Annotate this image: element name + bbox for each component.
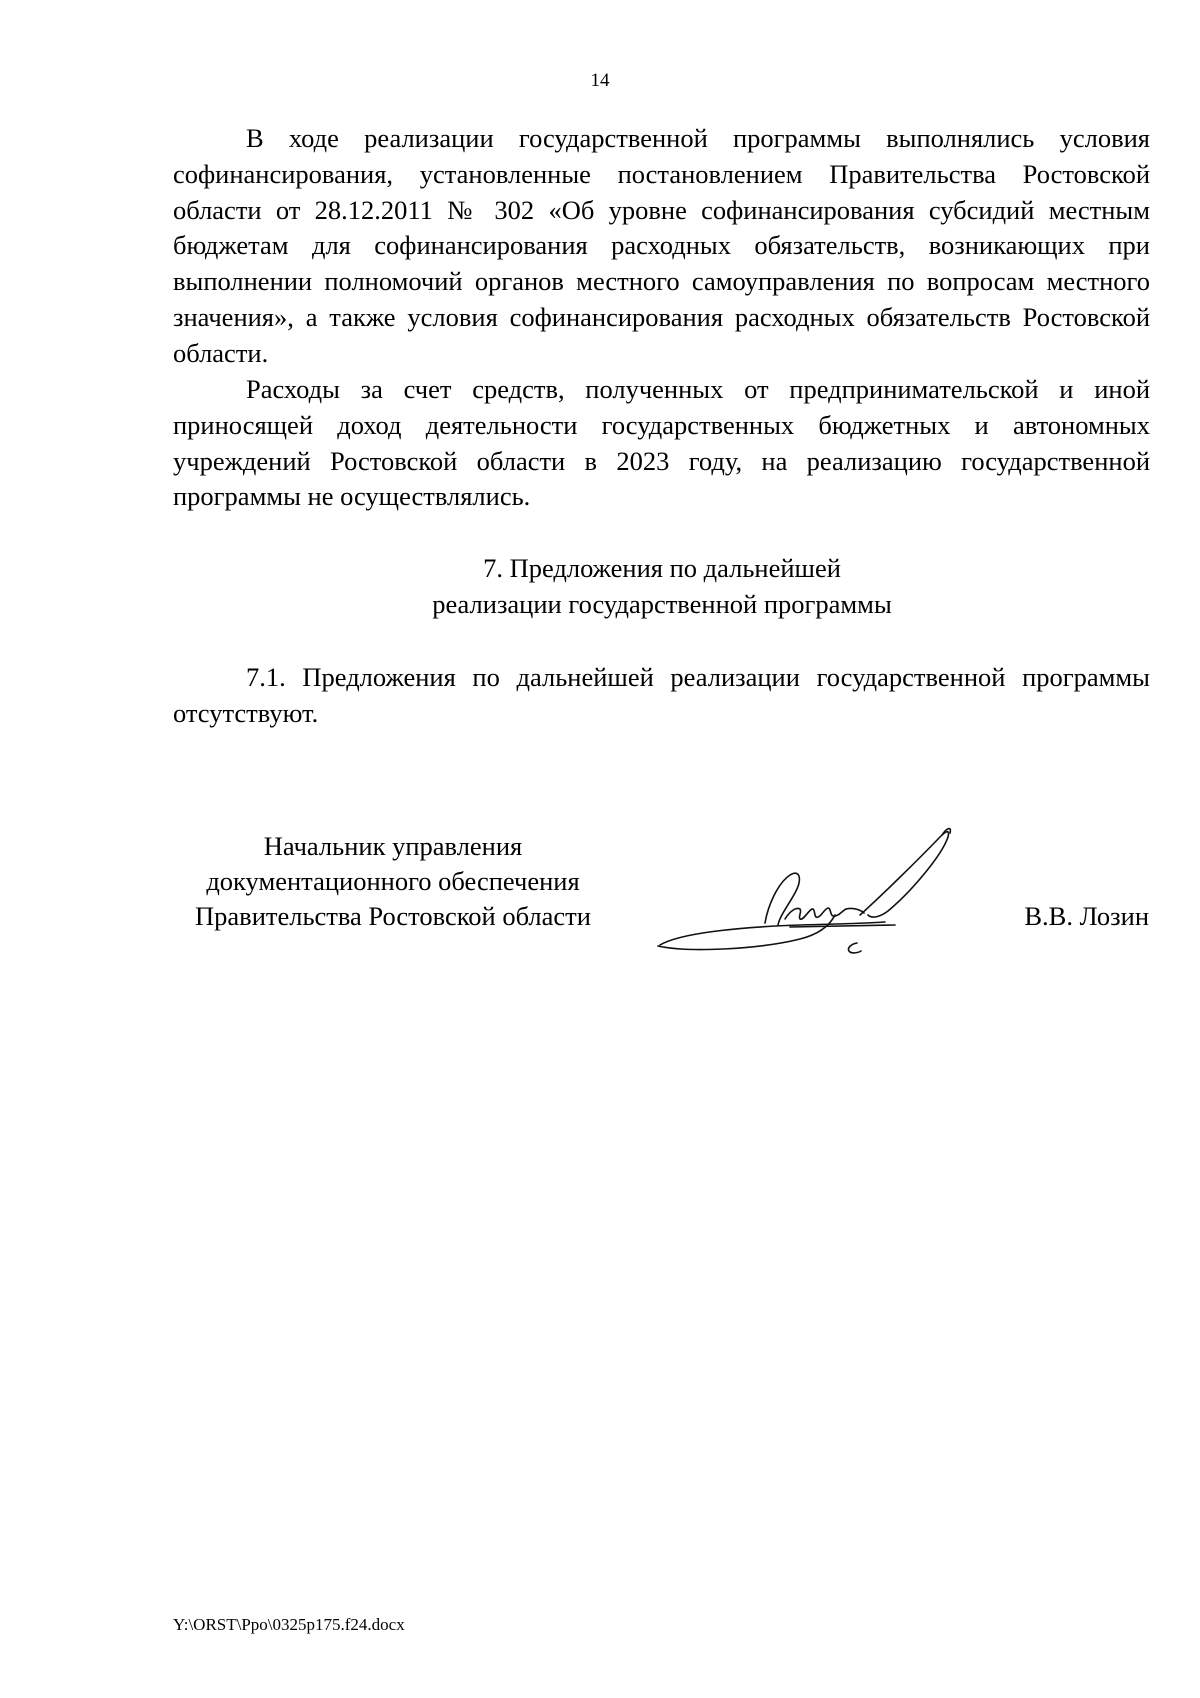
signatory-title-line-2: документационного обеспечения <box>206 866 580 896</box>
signatory-title <box>173 829 613 934</box>
page-number: 14 <box>590 70 610 91</box>
paragraph-proposals: 7.1. Предложения по дальнейшей реализации государственной программы отсутствуют. <box>173 662 1150 728</box>
section-heading <box>0 550 1200 622</box>
file-path-footer: Y:\ORST\Ppo\0325p175.f24.docx <box>173 1615 405 1634</box>
signatory-title-line-3: Правительства Ростовской области <box>195 901 591 931</box>
paragraph-cofinancing: В ходе реализации государственной программы выполнялись условия софинансирования, установленные постановлением Правительства Ростовской области от 28.12.2011 № 302 «Об уровне софинансирования субсидий местным бюджетам для софинансирования расходных обязательств, возникающих при выполнении полномочий органов местного самоуправления по вопросам местного значения», а также условия софинансирования расходных обязательств Ростовской области. <box>173 123 1150 368</box>
signatory-title-line-1: Начальник управления <box>263 831 523 861</box>
handwritten-signature <box>650 815 980 965</box>
section-heading-line-1: 7. Предложения по дальнейшей <box>483 553 841 583</box>
section-heading-line-2: реализации государственной программы <box>432 589 892 619</box>
paragraph-expenses: Расходы за счет средств, полученных от предпринимательской и иной приносящей доход деятельности государственных бюджетных и автономных учреждений Ростовской области в 2023 году, на реализацию государственной программы не осуществлялись. <box>173 374 1150 512</box>
signer-name: В.В. Лозин <box>1024 901 1149 931</box>
